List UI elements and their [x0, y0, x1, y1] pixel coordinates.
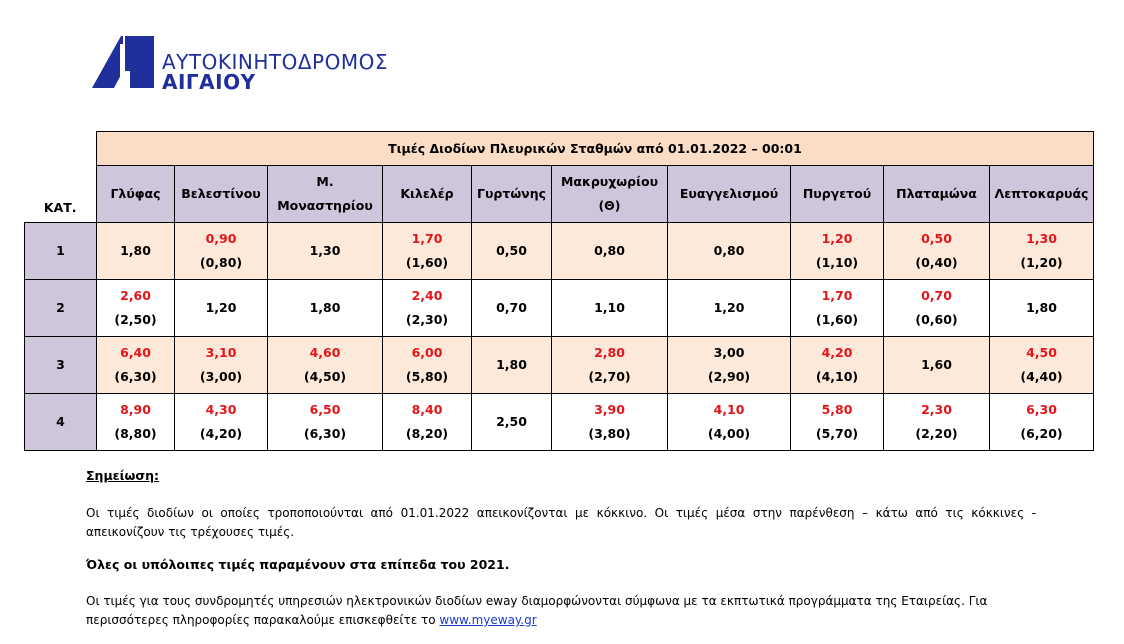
price-value: 8,40	[411, 402, 443, 417]
table-row	[25, 394, 1094, 451]
price-value: 8,90	[120, 402, 151, 417]
previous-price: (0,80)	[199, 255, 243, 270]
price-value: 0,70	[921, 288, 952, 303]
price-value: 6,40	[120, 345, 151, 360]
previous-price: (0,40)	[915, 255, 958, 270]
previous-price: (1,10)	[815, 255, 859, 270]
notes-title: Σημείωση:	[86, 468, 159, 483]
price-value: 2,40	[411, 288, 443, 303]
price-cell	[268, 394, 383, 451]
price-cell	[990, 280, 1094, 337]
brand-logo	[92, 36, 388, 94]
previous-price: (2,50)	[114, 312, 157, 327]
notes-paragraph-1: Οι τιμές διοδίων οι οποίες τροποποιούνται από 01.01.2022 απεικονίζονται με κόκκινο. Οι τιμές μέσα στην παρένθεση – κάτω από τις κόκκινες - απεικονίζουν τις τρέχουσες τιμές.	[86, 506, 1036, 539]
previous-price: (1,60)	[815, 312, 859, 327]
station-header: Πλαταμώνα	[884, 166, 990, 223]
price-cell	[472, 394, 552, 451]
price-cell	[884, 337, 990, 394]
price-value: 3,10	[205, 345, 237, 360]
price-value: 1,60	[921, 357, 952, 372]
price-value: 4,60	[309, 345, 341, 360]
price-cell	[791, 394, 884, 451]
price-cell	[97, 394, 175, 451]
price-cell	[268, 280, 383, 337]
price-cell	[884, 223, 990, 280]
aigaiou-logo-icon	[92, 36, 156, 90]
previous-price: (1,20)	[1020, 255, 1063, 270]
previous-price: (4,00)	[707, 426, 751, 441]
price-value: 0,80	[713, 243, 745, 258]
price-value: 4,20	[821, 345, 853, 360]
price-cell	[175, 394, 268, 451]
notes-paragraph-2: Όλες οι υπόλοιπες τιμές παραμένουν στα επίπεδα του 2021.	[86, 557, 510, 572]
toll-price-table	[24, 131, 1094, 451]
table-row	[25, 337, 1094, 394]
price-value: 4,50	[1026, 345, 1057, 360]
previous-price: (2,20)	[915, 426, 958, 441]
price-value: 4,30	[205, 402, 237, 417]
table-title: Τιμές Διοδίων Πλευρικών Σταθμών από 01.01.2022 – 00:01	[97, 132, 1094, 166]
notes-section	[86, 468, 1046, 627]
price-cell	[990, 223, 1094, 280]
price-cell	[552, 223, 668, 280]
previous-price: (8,20)	[405, 426, 449, 441]
price-value: 1,30	[309, 243, 341, 258]
station-header: Μ. Μοναστηρίου	[268, 166, 383, 223]
station-header: Κιλελέρ	[383, 166, 472, 223]
price-cell	[383, 337, 472, 394]
price-value: 0,70	[496, 300, 527, 315]
previous-price: (2,30)	[405, 312, 449, 327]
price-cell	[884, 394, 990, 451]
previous-price: (3,00)	[199, 369, 243, 384]
price-cell	[97, 337, 175, 394]
myeway-link[interactable]: www.myeway.gr	[439, 613, 537, 627]
price-value: 6,50	[309, 402, 341, 417]
price-value: 2,50	[496, 414, 527, 429]
price-cell	[472, 280, 552, 337]
station-header: Λεπτοκαρυάς	[990, 166, 1094, 223]
price-value: 2,60	[120, 288, 151, 303]
price-value: 5,80	[821, 402, 853, 417]
price-value: 4,10	[713, 402, 745, 417]
price-rows	[25, 223, 1094, 451]
price-cell	[552, 280, 668, 337]
price-value: 1,80	[309, 300, 341, 315]
previous-price: (8,80)	[114, 426, 157, 441]
price-cell	[268, 337, 383, 394]
price-cell	[175, 280, 268, 337]
price-cell	[175, 223, 268, 280]
price-value: 1,20	[205, 300, 237, 315]
price-value: 3,90	[594, 402, 625, 417]
price-value: 3,00	[713, 345, 745, 360]
notes-paragraph-3-text: Οι τιμές για τους συνδρομητές υπηρεσιών ηλεκτρονικών διοδίων eway διαμορφώνονται σύμφωνα με τα εκπτωτικά προγράμματα της Εταιρείας. Για περισσότερες πληροφορίες παρακαλούμε επισκεφθείτε το	[86, 594, 988, 627]
category-cell: 3	[25, 337, 97, 394]
price-value: 2,80	[594, 345, 625, 360]
previous-price: (1,60)	[405, 255, 449, 270]
price-cell	[668, 337, 791, 394]
price-cell	[472, 337, 552, 394]
price-value: 1,30	[1026, 231, 1057, 246]
station-header: Ευαγγελισμού	[668, 166, 791, 223]
price-value: 1,70	[411, 231, 443, 246]
previous-price: (4,50)	[303, 369, 347, 384]
category-header: ΚΑΤ.	[25, 166, 97, 223]
table-row	[25, 280, 1094, 337]
price-value: 1,70	[821, 288, 853, 303]
price-value: 6,30	[1026, 402, 1057, 417]
category-cell: 4	[25, 394, 97, 451]
previous-price: (6,30)	[114, 369, 157, 384]
price-value: 0,50	[496, 243, 527, 258]
previous-price: (2,70)	[588, 369, 631, 384]
price-cell	[668, 280, 791, 337]
price-value: 0,50	[921, 231, 952, 246]
price-value: 1,20	[821, 231, 853, 246]
price-value: 0,80	[594, 243, 625, 258]
previous-price: (3,80)	[588, 426, 631, 441]
price-cell	[552, 337, 668, 394]
station-header: Βελεστίνου	[175, 166, 268, 223]
previous-price: (5,80)	[405, 369, 449, 384]
station-header: Γλύφας	[97, 166, 175, 223]
table-row	[25, 223, 1094, 280]
price-value: 0,90	[205, 231, 237, 246]
brand-line-1: ΑΥΤΟΚΙΝΗΤΟΔΡΟΜΟΣ	[162, 50, 388, 74]
price-cell	[97, 223, 175, 280]
previous-price: (4,20)	[199, 426, 243, 441]
price-cell	[383, 223, 472, 280]
price-cell	[884, 280, 990, 337]
price-cell	[990, 337, 1094, 394]
price-cell	[552, 394, 668, 451]
price-cell	[791, 337, 884, 394]
previous-price: (4,40)	[1020, 369, 1063, 384]
previous-price: (6,20)	[1020, 426, 1063, 441]
station-header: Μακρυχωρίου (Θ)	[552, 166, 668, 223]
station-header: Πυργετού	[791, 166, 884, 223]
price-cell	[791, 223, 884, 280]
price-cell	[990, 394, 1094, 451]
station-header: Γυρτώνης	[472, 166, 552, 223]
price-value: 2,30	[921, 402, 952, 417]
price-value: 1,20	[713, 300, 745, 315]
previous-price: (5,70)	[815, 426, 859, 441]
price-cell	[791, 280, 884, 337]
price-cell	[175, 337, 268, 394]
previous-price: (0,60)	[915, 312, 958, 327]
previous-price: (6,30)	[303, 426, 347, 441]
previous-price: (4,10)	[815, 369, 859, 384]
price-cell	[383, 280, 472, 337]
price-value: 1,80	[1026, 300, 1057, 315]
brand-line-2: ΑΙΓΑΙΟΥ	[162, 70, 256, 94]
price-cell	[668, 394, 791, 451]
price-cell	[668, 223, 791, 280]
price-cell	[97, 280, 175, 337]
price-value: 1,80	[496, 357, 527, 372]
price-cell	[383, 394, 472, 451]
category-cell: 2	[25, 280, 97, 337]
price-cell	[472, 223, 552, 280]
price-value: 1,80	[120, 243, 151, 258]
category-cell: 1	[25, 223, 97, 280]
price-value: 1,10	[594, 300, 625, 315]
previous-price: (2,90)	[707, 369, 751, 384]
notes-paragraph-3	[86, 592, 1036, 630]
price-cell	[268, 223, 383, 280]
price-value: 6,00	[411, 345, 443, 360]
